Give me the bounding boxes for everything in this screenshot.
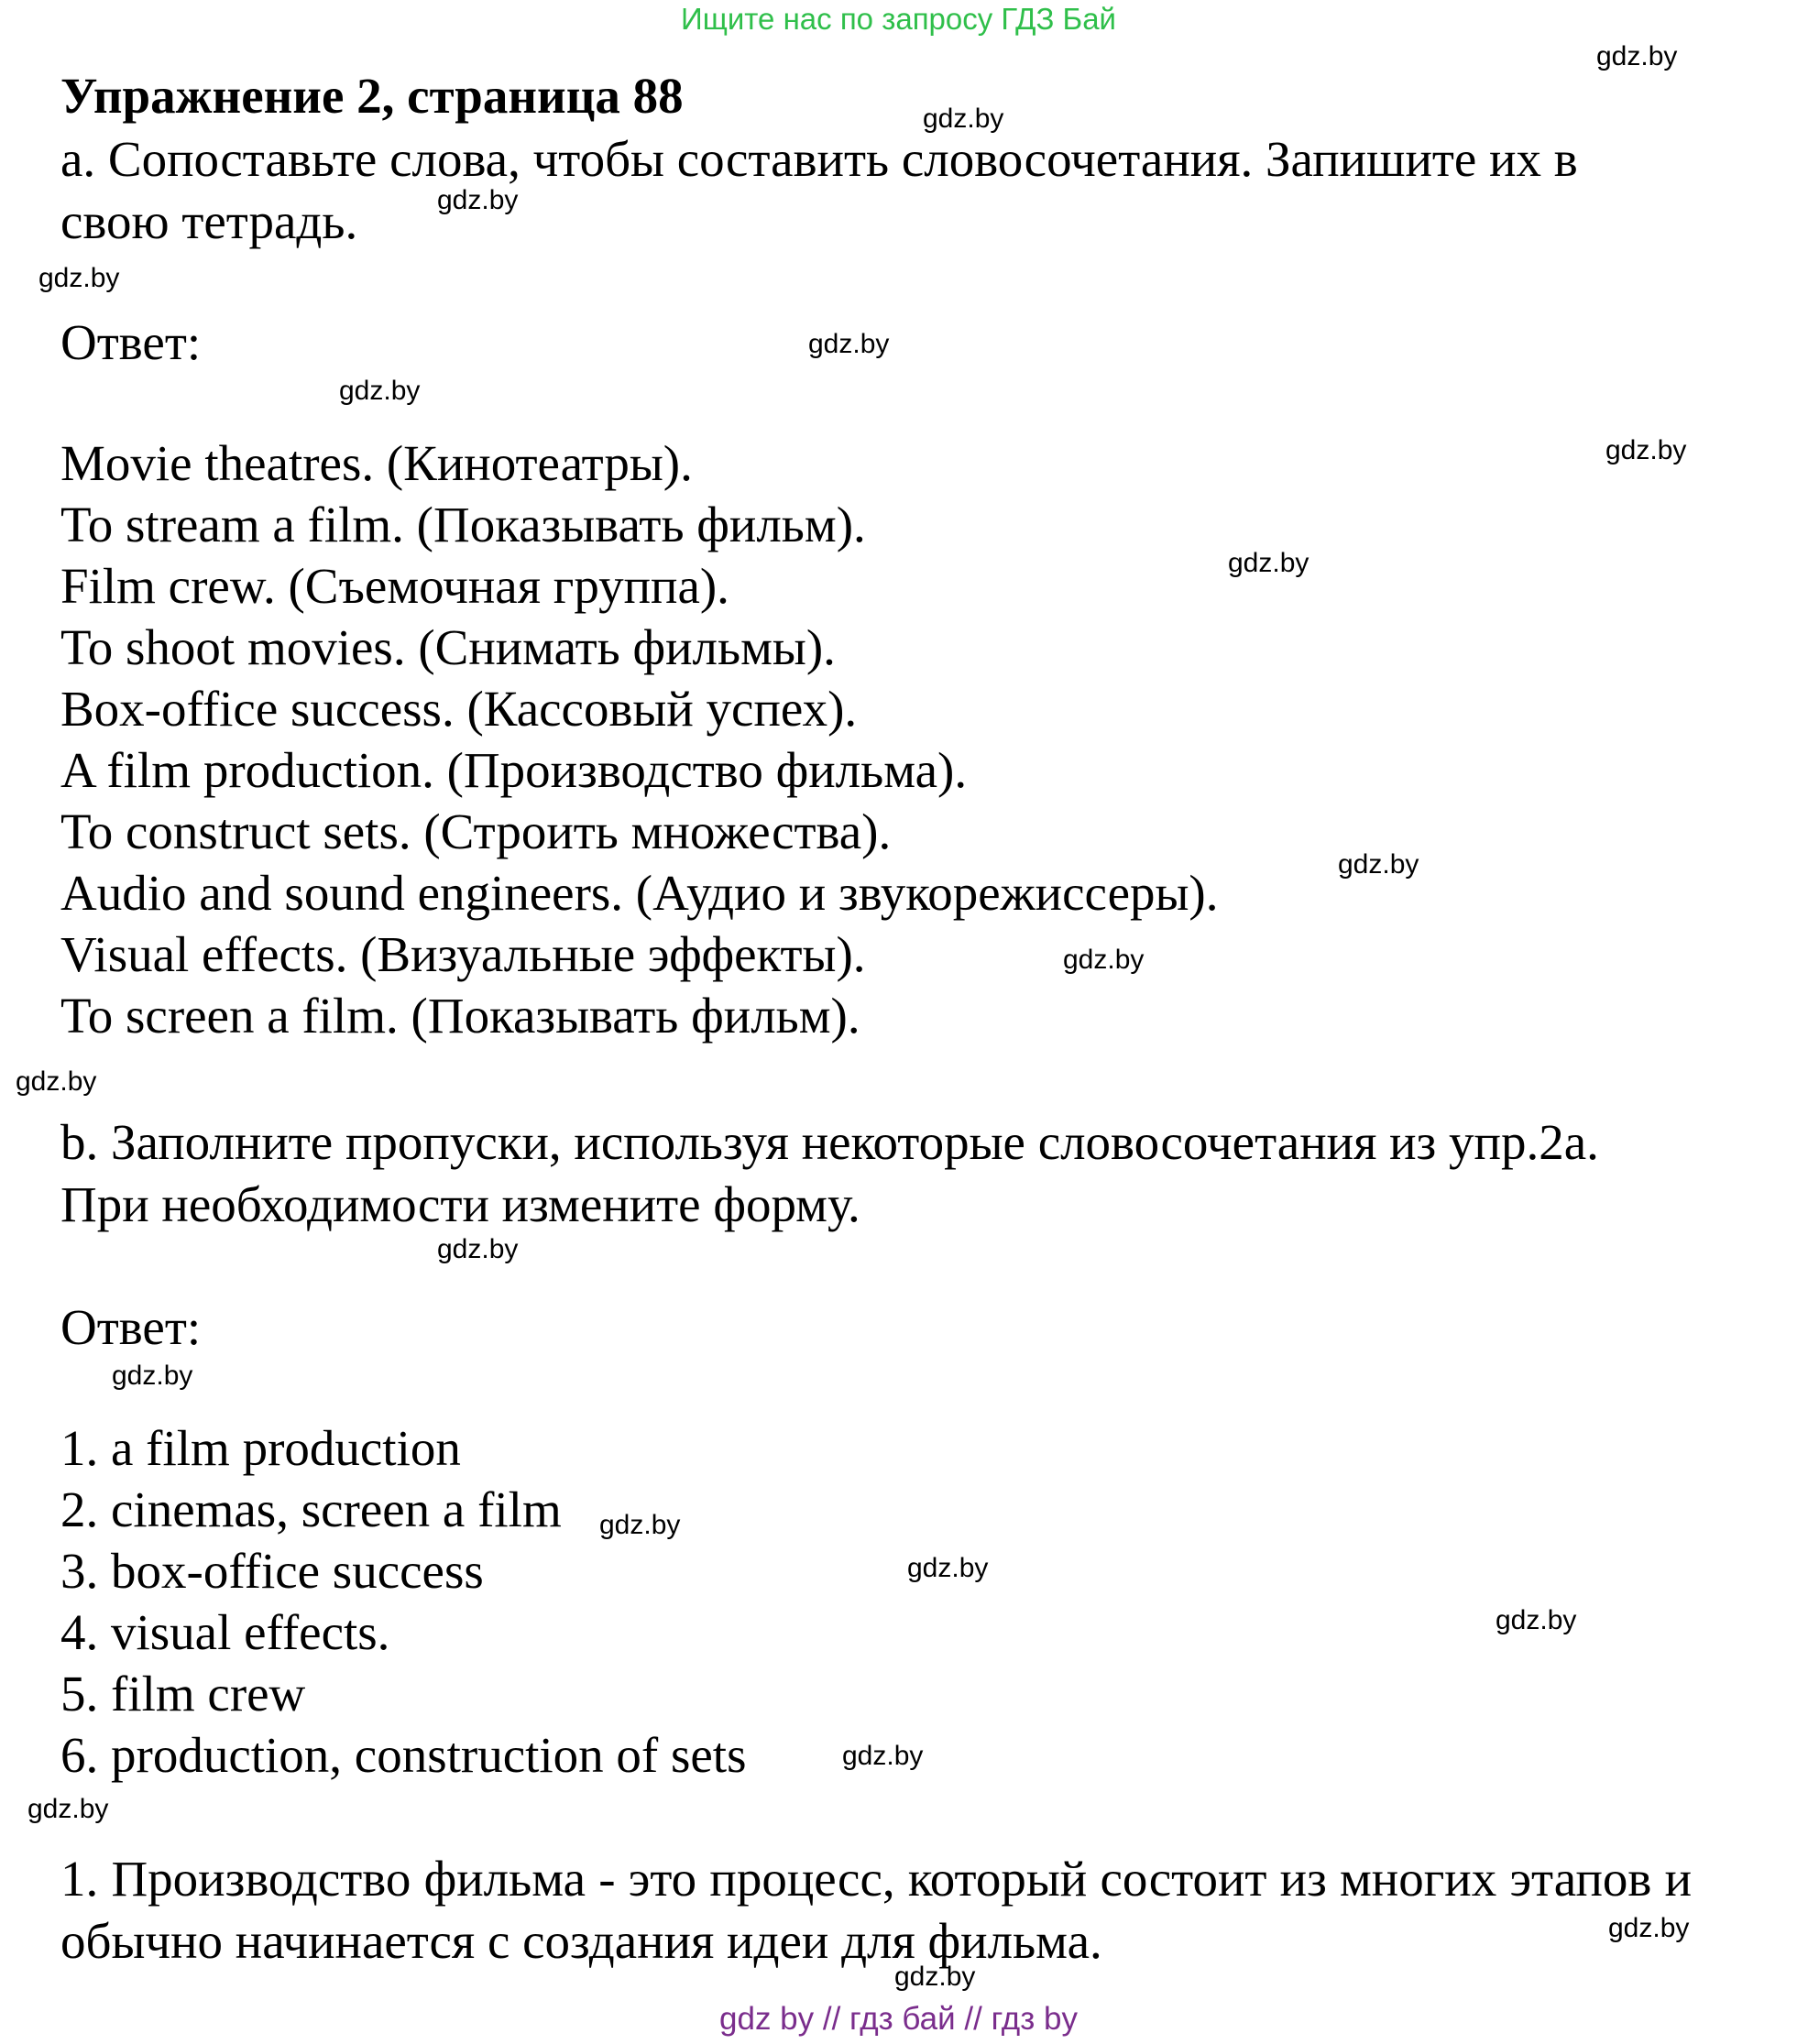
- answer-line: To screen a film. (Показывать фильм).: [60, 988, 860, 1044]
- watermark: gdz.by: [437, 1234, 519, 1264]
- watermark: gdz.by: [437, 185, 519, 215]
- answer-label-a: Ответ:: [60, 314, 202, 370]
- watermark: gdz.by: [907, 1553, 989, 1583]
- page-title: Упражнение 2, страница 88: [60, 68, 684, 124]
- watermark: gdz.by: [1228, 548, 1309, 578]
- answer-item: 4. visual effects.: [60, 1604, 390, 1660]
- answer-line: To shoot movies. (Снимать фильмы).: [60, 619, 836, 675]
- answer-line: Movie theatres. (Кинотеатры).: [60, 435, 693, 491]
- watermark: gdz.by: [1608, 1913, 1690, 1943]
- answer-item: 1. a film production: [60, 1420, 461, 1476]
- answer-label-b: Ответ:: [60, 1299, 202, 1355]
- watermark: gdz.by: [599, 1510, 681, 1540]
- watermark: gdz.by: [38, 263, 120, 293]
- watermark: gdz.by: [1338, 849, 1419, 880]
- answer-line: Film crew. (Съемочная группа).: [60, 558, 729, 614]
- answer-line: To stream a film. (Показывать фильм).: [60, 497, 866, 552]
- watermark: gdz.by: [1063, 945, 1145, 975]
- watermark: gdz.by: [27, 1794, 109, 1824]
- task-a-text: a. Сопоставьте слова, чтобы составить словосочетания. Запишите их в свою тетрадь.: [60, 131, 1578, 249]
- watermark: gdz.by: [1496, 1605, 1577, 1635]
- answer-item: 2. cinemas, screen a film: [60, 1481, 562, 1537]
- answer-line: Visual effects. (Визуальные эффекты).: [60, 926, 866, 982]
- answer-line: To construct sets. (Строить множества).: [60, 803, 892, 859]
- watermark: gdz.by: [339, 376, 421, 406]
- watermark: gdz.by: [112, 1361, 193, 1391]
- translation-text: 1. Производство фильма - это процесс, который состоит из многих этапов и обычно начинается с создания идеи для фильма.: [60, 1851, 1692, 1969]
- answer-line: A film production. (Производство фильма).: [60, 742, 968, 798]
- watermark: gdz.by: [16, 1066, 97, 1097]
- watermark: gdz.by: [1596, 41, 1678, 71]
- task-b-text: b. Заполните пропуски, используя некоторые словосочетания из упр.2a. При необходимости измените форму.: [60, 1114, 1599, 1232]
- watermark: gdz.by: [894, 1962, 976, 1992]
- watermark: gdz.by: [842, 1741, 924, 1771]
- answer-item: 5. film crew: [60, 1666, 306, 1722]
- watermark: gdz.by: [923, 104, 1004, 134]
- answer-line: Audio and sound engineers. (Аудио и звукорежиссеры).: [60, 865, 1219, 921]
- answer-item: 6. production, construction of sets: [60, 1727, 747, 1783]
- top-banner[interactable]: Ищите нас по запросу ГДЗ Бай: [681, 2, 1116, 36]
- watermark: gdz.by: [1605, 435, 1687, 465]
- answer-line: Box-office success. (Кассовый успех).: [60, 681, 858, 737]
- answer-item: 3. box-office success: [60, 1543, 484, 1599]
- watermark: gdz.by: [808, 329, 890, 359]
- footer-links[interactable]: gdz by // гдз бай // гдз by: [719, 2001, 1078, 2037]
